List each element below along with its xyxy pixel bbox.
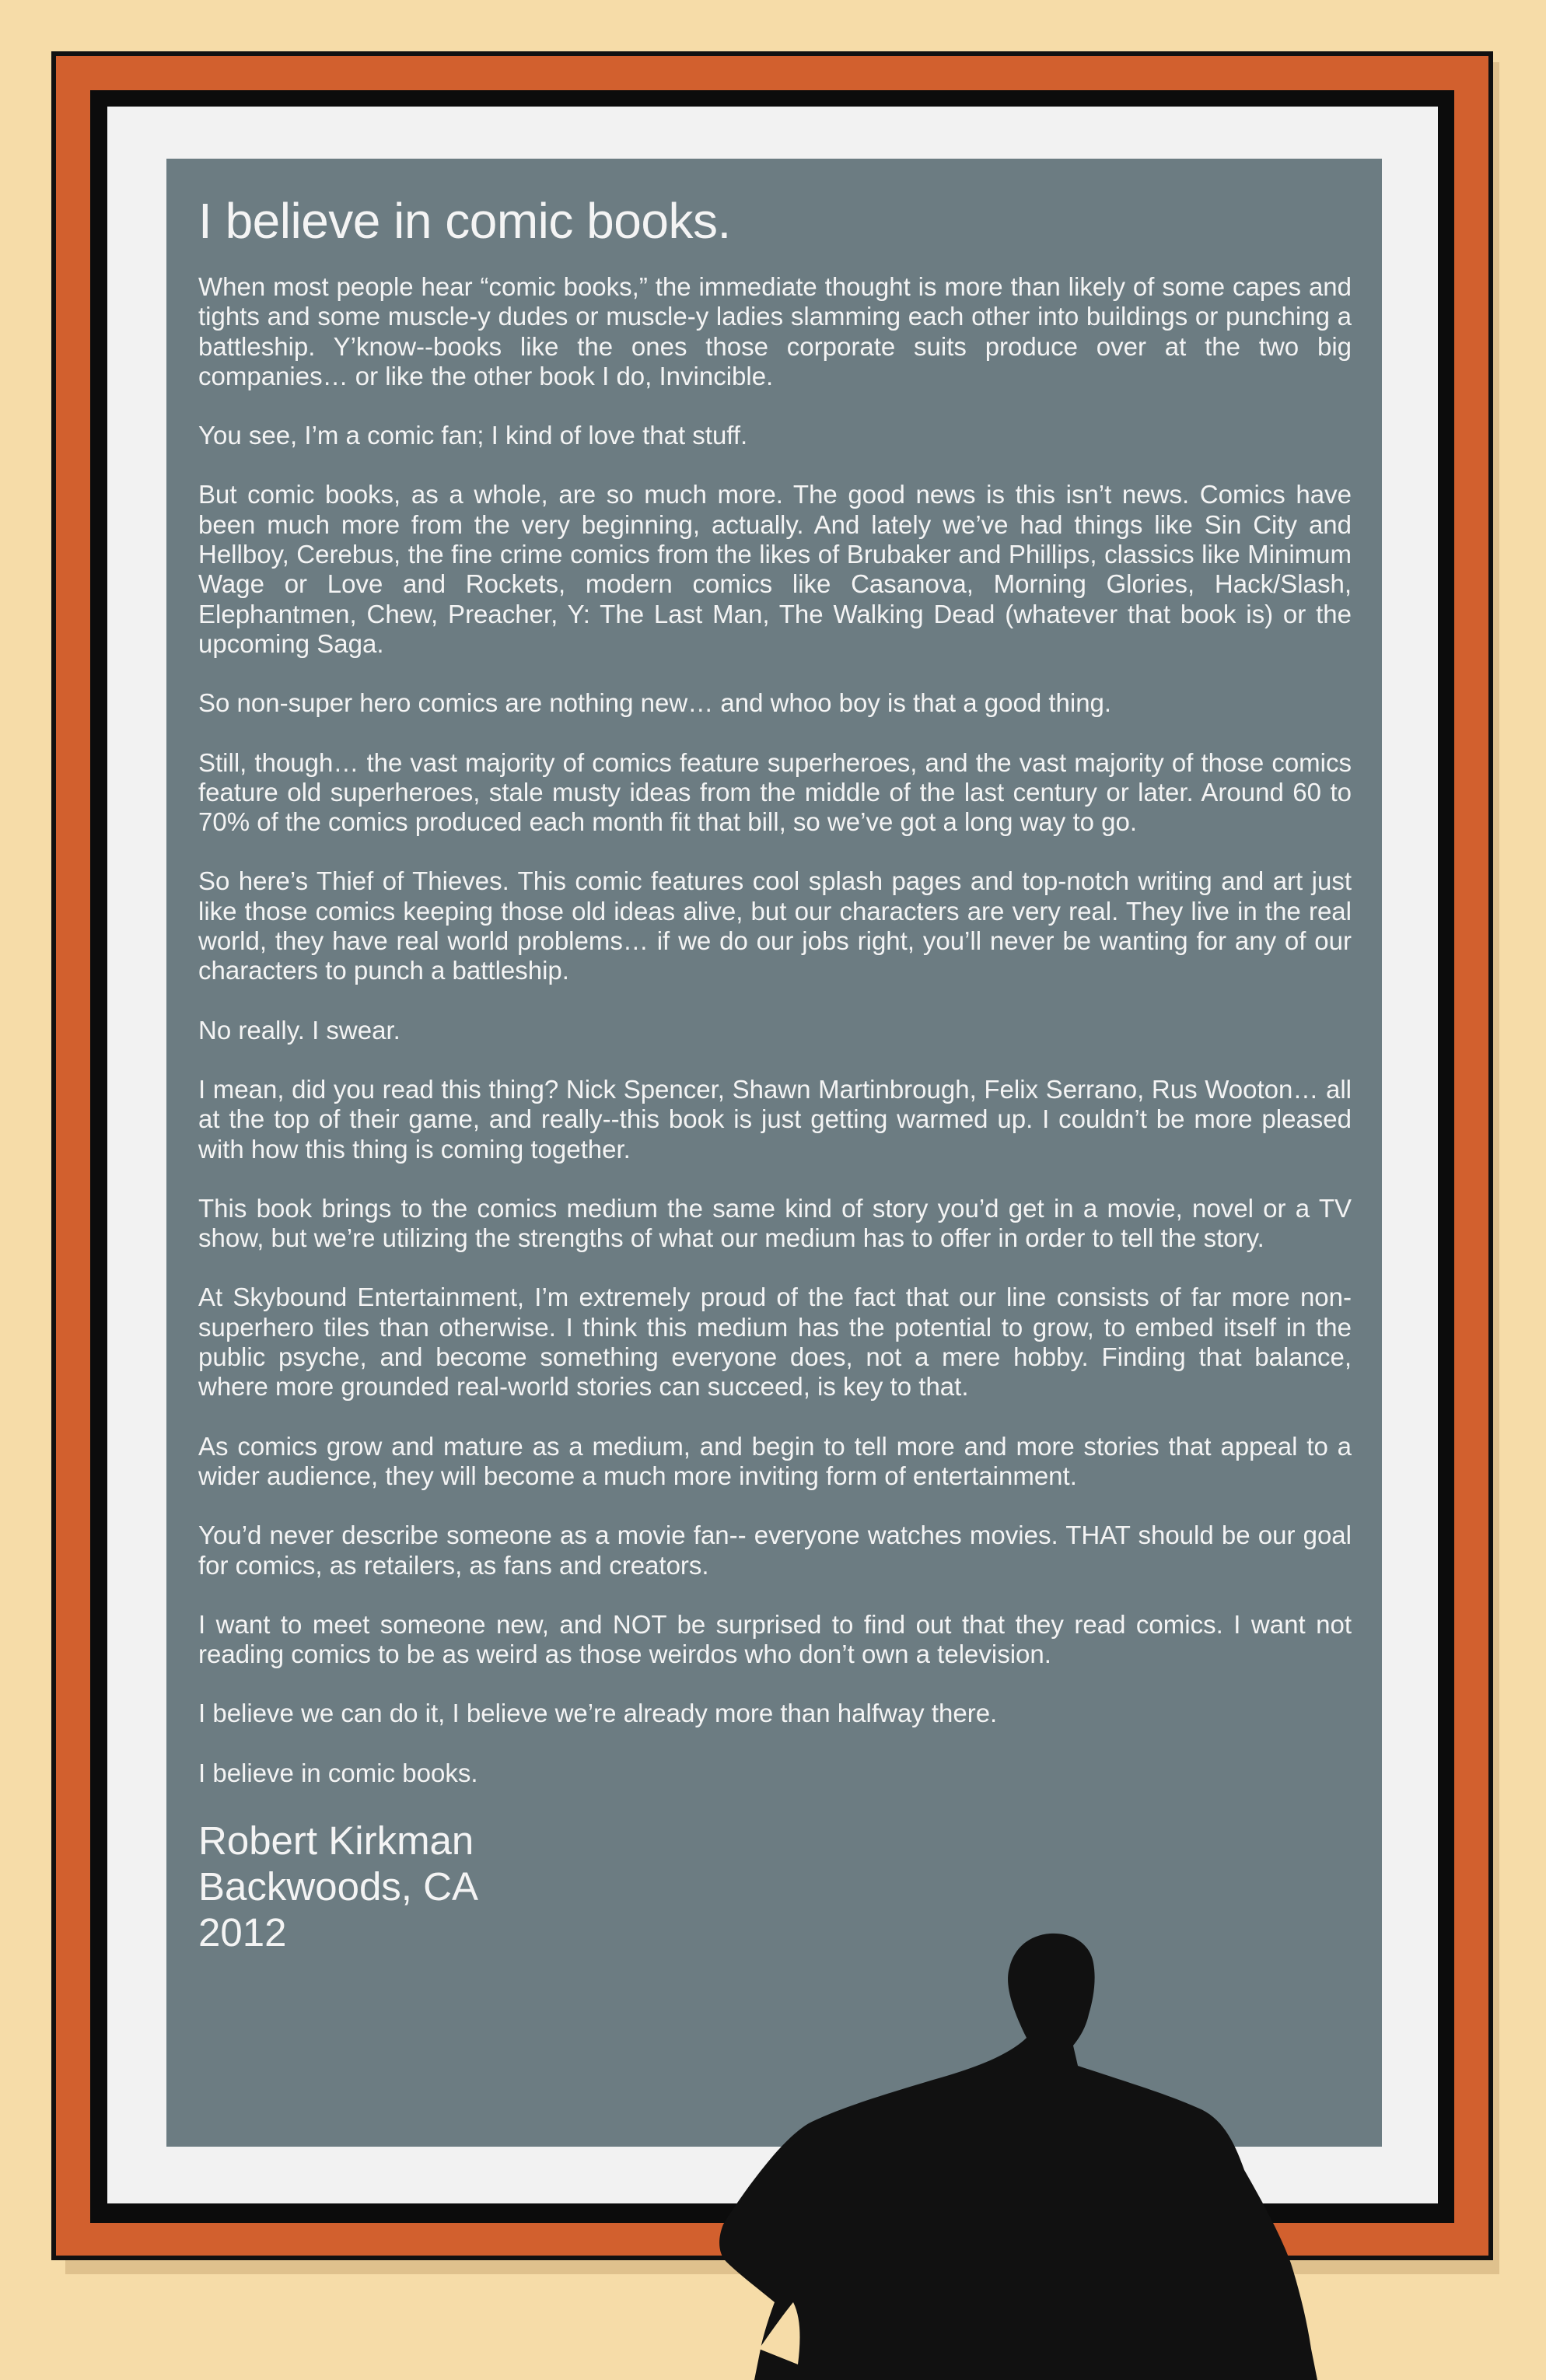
letter-paragraph: But comic books, as a whole, are so much more. The good news is this isn’t news. Comics have been much more from the very beginning, actually. And lately we’ve had things like Sin City and Hellboy, Cerebus, the fine crime comics from the likes of Brubaker and Phillips, classics like Minimum Wage or Love and Rockets, modern comics like Casanova, Morning Glories, Hack/Slash, Elephantmen, Chew, Preacher, Y: The Last Man, The Walking Dead (whatever that book is) or the upcoming Saga. — [198, 480, 1352, 658]
letter-paragraph: At Skybound Entertainment, I’m extremely proud of the fact that our line consists of far more non-superhero tiles than otherwise. I think this medium has the potential to grow, to embed itself in the public psyche, and become something everyone does, not a mere hobby. Finding that balance, where more grounded real-world stories can succeed, is key to that. — [198, 1283, 1352, 1402]
letter-panel — [166, 159, 1382, 2147]
letter-paragraph: So non-super hero comics are nothing new… and whoo boy is that a good thing. — [198, 688, 1112, 718]
letter-paragraph: I believe we can do it, I believe we’re already more than halfway there. — [198, 1699, 998, 1728]
signature-place: Backwoods, CA — [198, 1864, 478, 1909]
letter-paragraph: I mean, did you read this thing? Nick Spencer, Shawn Martinbrough, Felix Serrano, Rus Wooton… all at the top of their game, and really--this book is just getting warmed up. I couldn’t be more pleased with how this thing is coming together. — [198, 1074, 1352, 1164]
man-silhouette-icon — [684, 1913, 1338, 2380]
letter-paragraph: No really. I swear. — [198, 1015, 400, 1045]
letter-paragraph: I want to meet someone new, and NOT be surprised to find out that they read comics. I want not reading comics to be as weird as those weirdos who don’t own a television. — [198, 1609, 1352, 1669]
letter-paragraph: When most people hear “comic books,” the immediate thought is more than likely of some capes and tights and some muscle-y dudes or muscle-y ladies slamming each other into buildings or punching a battleship. Y’know--books like the ones those corporate suits produce over at the two big companies… or like the other book I do, Invincible. — [198, 272, 1352, 390]
letter-paragraph: You see, I’m a comic fan; I kind of love that stuff. — [198, 421, 748, 450]
letter-title: I believe in comic books. — [198, 193, 731, 249]
letter-paragraph: So here’s Thief of Thieves. This comic features cool splash pages and top-notch writing and art just like those comics keeping those old ideas alive, but our characters are very real. They live in the real world, they have real world problems… if we do our jobs right, you’ll never be wanting for any of our characters to punch a battleship. — [198, 866, 1352, 985]
signature-name: Robert Kirkman — [198, 1818, 474, 1863]
letter-paragraph: You’d never describe someone as a movie fan-- everyone watches movies. THAT should be our goal for comics, as retailers, as fans and creators. — [198, 1521, 1352, 1580]
letter-paragraph: Still, though… the vast majority of comics feature superheroes, and the vast majority of those comics feature old superheroes, stale musty ideas from the middle of the last century or later. Around 60 to 70% of the comics produced each month fit that bill, so we’ve got a long way to go. — [198, 747, 1352, 837]
letter-paragraph: As comics grow and mature as a medium, and begin to tell more and more stories that appeal to a wider audience, they will become a much more inviting form of entertainment. — [198, 1431, 1352, 1490]
letter-paragraph: I believe in comic books. — [198, 1758, 478, 1787]
letter-body — [198, 272, 1352, 1788]
signature-year: 2012 — [198, 1909, 287, 1955]
letter-paragraph: This book brings to the comics medium the same kind of story you’d get in a movie, novel or a TV show, but we’re utilizing the strengths of what our medium has to offer in order to tell the story. — [198, 1193, 1352, 1253]
